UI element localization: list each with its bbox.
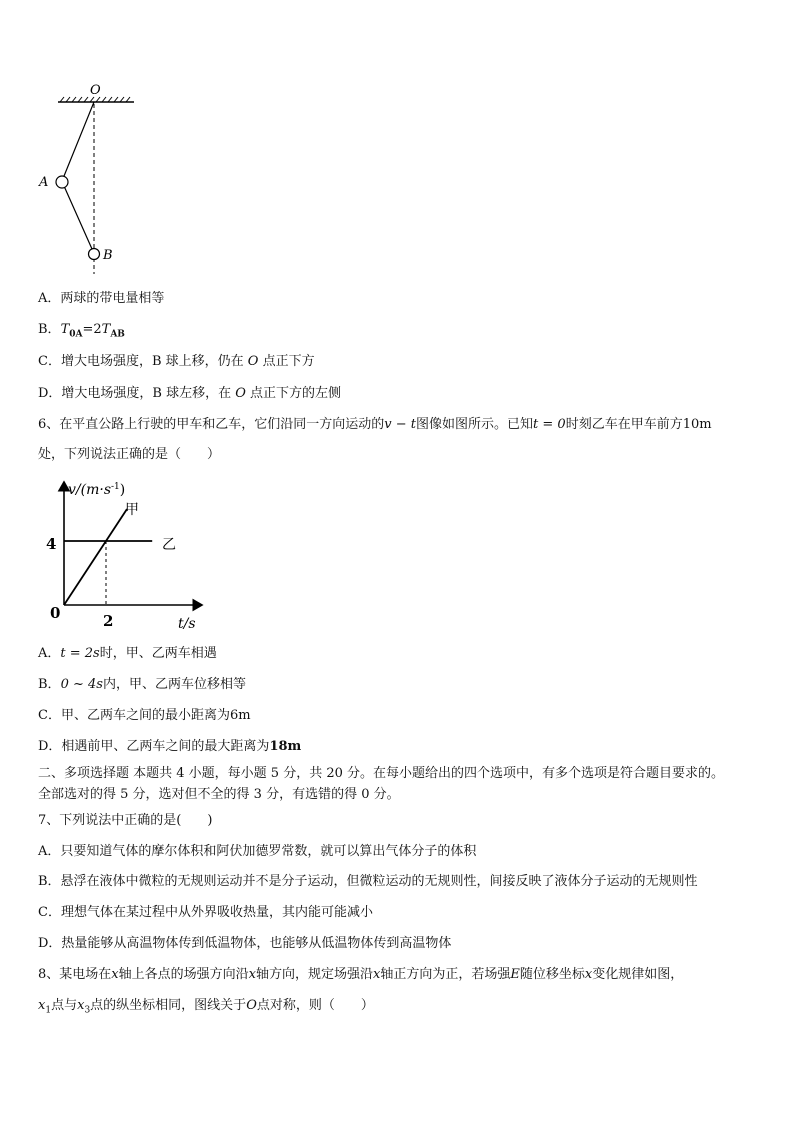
q6-option-D: D．相遇前甲、乙两车之间的最大距离为18m: [38, 739, 302, 754]
q7-option-C: C．理想气体在某过程中从外界吸收热量，其内能可能减小: [38, 905, 373, 920]
section2-line2: 全部选对的得 5 分，选对但不全的得 3 分，有选错的得 0 分。: [38, 787, 400, 802]
string-OA: [62, 102, 94, 181]
series-line-jia: [64, 509, 127, 605]
origin-label: 0: [50, 604, 61, 622]
q5-option-D: D．增大电场强度，B 球左移，在 O 点正下方的左侧: [38, 386, 342, 401]
q8-stem-line2: $x_1$点与$x_3$点的纵坐标相同，图线关于O点对称，则（ ）: [38, 998, 374, 1016]
x-axis-label: t/s: [178, 616, 196, 632]
q7-option-A: A．只要知道气体的摩尔体积和阿伏加德罗常数，就可以算出气体分子的体积: [38, 844, 477, 859]
q5-option-C: C．增大电场强度，B 球上移，仍在 O 点正下方: [38, 354, 315, 369]
ball-B: [89, 249, 100, 260]
q5-option-B: B．$T_{0A}=2T_{AB}$: [38, 322, 125, 340]
q8-stem-line1: 8、某电场在x轴上各点的场强方向沿x轴方向，规定场强沿x轴正方向为正，若场强E随位移坐标x变化规律如图，: [38, 967, 684, 982]
q6-option-C: C．甲、乙两车之间的最小距离为6m: [38, 708, 251, 723]
ball-A: [56, 176, 68, 188]
y-tick-label: 4: [46, 535, 57, 553]
label-A: A: [39, 175, 49, 190]
section2-line1: 二、多项选择题 本题共 4 小题，每小题 5 分，共 20 分。在每小题给出的四个选项中，有多个选项是符合题目要求的。: [38, 766, 725, 781]
q7-option-B: B．悬浮在液体中微粒的无规则运动并不是分子运动，但微粒运动的无规则性，间接反映了液体分子运动的无规则性: [38, 874, 698, 889]
string-AB: [64, 186, 92, 249]
q6-option-B: B．0 ~ 4s内，甲、乙两车位移相等: [38, 677, 246, 692]
q6-stem-line2: 处，下列说法正确的是（ ）: [38, 447, 221, 462]
series-label-jia: 甲: [125, 502, 139, 518]
q7-option-D: D．热量能够从高温物体传到低温物体，也能够从低温物体传到高温物体: [38, 936, 452, 951]
label-B: B: [103, 248, 113, 263]
pendulum-figure: [30, 78, 140, 278]
q6-option-A: A．t = 2s时，甲、乙两车相遇: [38, 646, 217, 661]
x-tick-label: 2: [103, 612, 114, 630]
q5-option-A: A．两球的带电量相等: [38, 291, 165, 306]
series-label-yi: 乙: [162, 537, 176, 553]
y-axis-label: $v/(m\cdot s^{-1})$: [68, 482, 126, 498]
label-O: O: [90, 83, 101, 98]
q7-stem: 7、下列说法中正确的是( ): [38, 813, 213, 828]
q6-stem-line1: 6、在平直公路上行驶的甲车和乙车，它们沿同一方向运动的v − t图像如图所示。已知t = 0时刻乙车在甲车前方10m: [38, 417, 712, 432]
vt-chart: [40, 474, 220, 634]
